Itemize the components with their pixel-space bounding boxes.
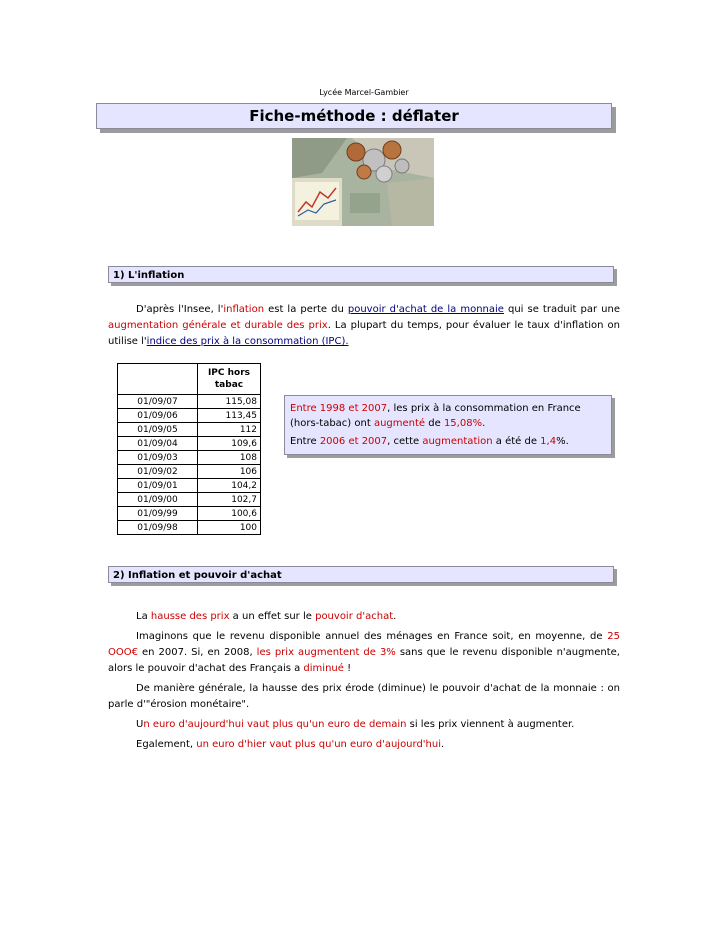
table-row xyxy=(118,451,261,465)
link-ipc[interactable]: indice des prix à la consommation (IPC). xyxy=(146,336,349,347)
section-2-heading: 2) Inflation et pouvoir d'achat xyxy=(108,566,614,583)
table-cell-date: 01/09/04 xyxy=(118,437,198,451)
table-cell-ipc: 104,2 xyxy=(198,479,261,493)
table-row xyxy=(118,423,261,437)
table-cell-ipc: 115,08 xyxy=(198,395,261,409)
table-row xyxy=(118,521,261,535)
table-header-row xyxy=(118,364,261,395)
table-cell-date: 01/09/00 xyxy=(118,493,198,507)
table-cell-date: 01/09/02 xyxy=(118,465,198,479)
paragraph-erosion: De manière générale, la hausse des prix érode (diminue) le pouvoir d'achat de la monnaie : on parle d'"érosion monétaire". xyxy=(108,683,620,710)
ipc-table xyxy=(117,363,261,535)
table-row xyxy=(118,493,261,507)
table-cell-ipc: 113,45 xyxy=(198,409,261,423)
table-cell-date: 01/09/98 xyxy=(118,521,198,535)
table-row xyxy=(118,395,261,409)
table-cell-ipc: 100 xyxy=(198,521,261,535)
table-cell-ipc: 102,7 xyxy=(198,493,261,507)
note-line-2: Entre 2006 et 2007, cette augmentation a été de 1,4%. xyxy=(290,436,569,447)
table-cell-ipc: 108 xyxy=(198,451,261,465)
table-cell-date: 01/09/06 xyxy=(118,409,198,423)
inflation-note-box xyxy=(284,395,612,455)
table-cell-ipc: 112 xyxy=(198,423,261,437)
money-photo xyxy=(292,138,434,226)
table-cell-ipc: 106 xyxy=(198,465,261,479)
paragraph-euro-hier: Egalement, un euro d'hier vaut plus qu'un euro d'aujourd'hui. xyxy=(136,739,445,750)
link-pouvoir-achat[interactable]: pouvoir d'achat de la monnaie xyxy=(347,304,504,315)
note-line-1: Entre 1998 et 2007, les prix à la consommation en France (hors-tabac) ont augmenté de 15,08%. xyxy=(290,403,581,429)
school-name: Lycée Marcel-Gambier xyxy=(319,88,409,97)
paragraph-exemple: Imaginons que le revenu disponible annuel des ménages en France soit, en moyenne, de 25 OOO€ en 2007. Si, en 2008, les prix augmentent de 3% sans que le revenu disponible n'augmente, alors le pouvoir d'achat des Français a diminué ! xyxy=(108,631,620,674)
table-cell-date: 01/09/07 xyxy=(118,395,198,409)
table-cell-date: 01/09/99 xyxy=(118,507,198,521)
paragraph-euro-demain: Un euro d'aujourd'hui vaut plus qu'un euro de demain si les prix viennent à augmenter. xyxy=(136,719,575,730)
table-row xyxy=(118,409,261,423)
ipc-column-header: IPC hors tabac xyxy=(198,364,261,395)
section-2-text xyxy=(108,609,620,753)
table-cell-date: 01/09/01 xyxy=(118,479,198,493)
table-cell-date: 01/09/03 xyxy=(118,451,198,465)
table-cell-date: 01/09/05 xyxy=(118,423,198,437)
table-cell-ipc: 100,6 xyxy=(198,507,261,521)
table-row xyxy=(118,507,261,521)
section-1-heading: 1) L'inflation xyxy=(108,266,614,283)
table-row xyxy=(118,465,261,479)
table-row xyxy=(118,437,261,451)
page-title: Fiche-méthode : déflater xyxy=(96,103,612,129)
table-row xyxy=(118,479,261,493)
inflation-paragraph: D'après l'Insee, l'inflation est la perte du pouvoir d'achat de la monnaie qui se traduit par une augmentation générale et durable des prix. La plupart du temps, pour évaluer le taux d'inflation on utilise l'indice des prix à la consommation (IPC). xyxy=(108,304,620,347)
table-cell-ipc: 109,6 xyxy=(198,437,261,451)
paragraph-hausse-prix: La hausse des prix a un effet sur le pouvoir d'achat. xyxy=(136,611,397,622)
